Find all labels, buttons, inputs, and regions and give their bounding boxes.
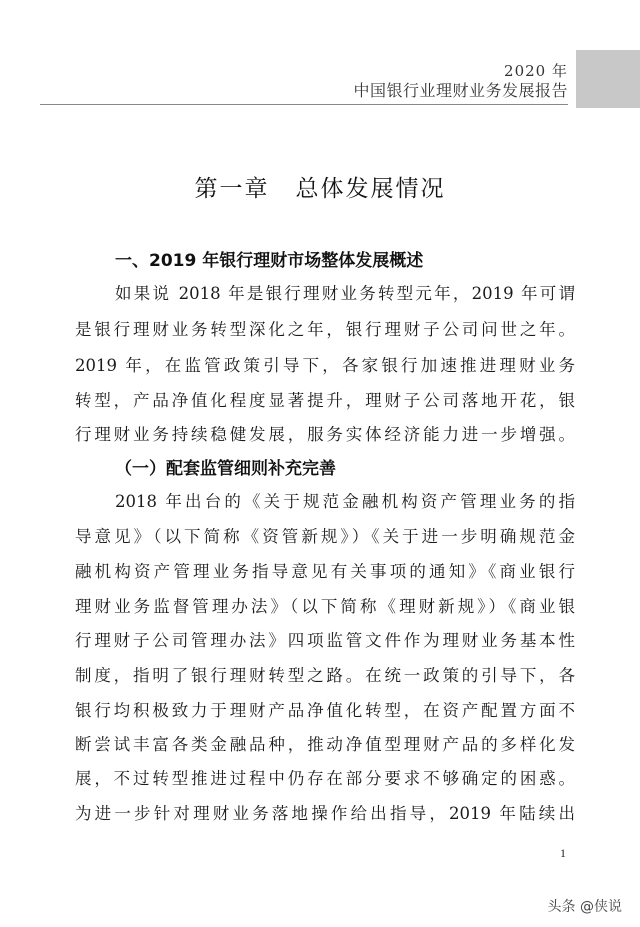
paragraph-line: 断尝试丰富各类金融品种，推动净值型理财产品的多样化发 (75, 735, 575, 754)
paragraph-line: 银行均积极致力于理财产品净值化转型，在资产配置方面不 (75, 701, 575, 720)
paragraph-line: 2019 年，在监管政策引导下，各家银行加速推进理财业务 (75, 356, 575, 375)
paragraph-line: 导意见》（以下简称《资管新规》）《关于进一步明确规范金 (75, 527, 575, 546)
paragraph-line: 行理财子公司管理办法》四项监管文件作为理财业务基本性 (75, 631, 575, 650)
sub-heading: （一）配套监管细则补充完善 (115, 459, 336, 479)
chapter-title (0, 170, 640, 203)
paragraph-line: 理财业务监督管理办法》（以下简称《理财新规》）《商业银 (75, 597, 575, 616)
paragraph-line: 如果说 2018 年是银行理财业务转型元年，2019 年可谓 (115, 284, 575, 303)
header-year: 2020 年 (504, 62, 568, 80)
paragraph-line: 转型，产品净值化程度显著提升，理财子公司落地开花，银 (75, 391, 575, 410)
paragraph-line: 是银行理财业务转型深化之年，银行理财子公司问世之年。 (75, 320, 575, 339)
paragraph-line: 制度，指明了银行理财转型之路。在统一政策的引导下，各 (75, 666, 575, 685)
paragraph-line: 为进一步针对理财业务落地操作给出指导，2019 年陆续出 (75, 804, 575, 823)
chapter-name: 总体发展情况 (295, 176, 446, 202)
paragraph-line: 融机构资产管理业务指导意见有关事项的通知》《商业银行 (75, 562, 575, 581)
header-divider (40, 104, 568, 105)
chapter-number: 第一章 (194, 176, 270, 202)
header-tab-decoration (576, 50, 640, 108)
paragraph-line: 行理财业务持续稳健发展，服务实体经济能力进一步增强。 (75, 425, 575, 444)
watermark: 头条 @侠说 (547, 899, 622, 915)
paragraph-line: 2018 年出台的《关于规范金融机构资产管理业务的指 (115, 492, 575, 511)
page-number: 1 (560, 846, 566, 860)
paragraph-line: 展，不过转型推进过程中仍存在部分要求不够确定的困惑。 (75, 769, 575, 788)
section-heading: 一、2019 年银行理财市场整体发展概述 (115, 251, 424, 271)
header-report-title: 中国银行业理财业务发展报告 (353, 81, 568, 100)
